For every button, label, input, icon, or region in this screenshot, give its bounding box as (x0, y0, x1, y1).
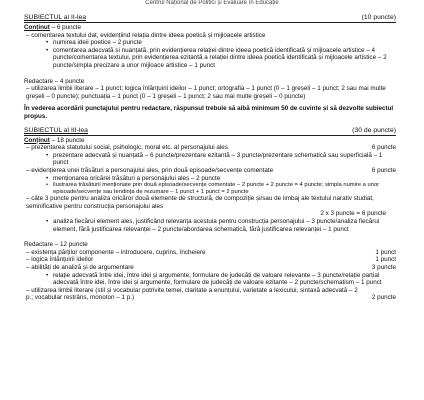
page-header: Centrul Național de Politici și Evaluare în Educație (145, 0, 279, 6)
s3-red-line-4-text: – utilizarea limbii literare (stil și vocabular potrivite temei, claritate a enunțului, varietate a lexicului, sintaxă adecvată – 2 p.; vocabular restrâns, monoton – 1 p.) (26, 286, 358, 302)
s3-bullet-4-text: analiza fiecărui element ales, justificând relevanța acestuia pentru construcția personajului – 3 puncte/analiza fiecărui element, fără justificarea relevanței – 2 puncte/abordarea schematică, fără justificarea relevanței – 1 punct (53, 218, 380, 233)
s2-bullet-1-text: numirea ideii poetice – 2 puncte (53, 39, 142, 47)
s3-red-line-3 (24, 264, 396, 272)
s3-redactare-heading: Redactare – 12 puncte (24, 241, 88, 249)
s3-red-line-1-points: 1 punct (375, 248, 396, 256)
bullet-icon: • (46, 39, 49, 47)
section-3-points: (30 de puncte) (352, 126, 396, 134)
s3-bullet-5 (24, 272, 396, 287)
s2-bullet-2-text: comentarea adecvată și nuanțată, prin evidențierea relației dintre ideea poetică identificată și mijloacele artistice – 4 puncte/comentarea textului, prin evidențierea ezitantă a relației dintre ideea poetică identificată și mijloacele artistice – 2 puncte/simpla precizare a unor mijloace artistice – 1 punct (53, 46, 387, 69)
s3-bullet-1-text: prezentare adecvată și nuanțată – 6 puncte/prezentare ezitantă – 3 puncte/prezentare schematică sau superficială – 1 punct (53, 151, 383, 167)
section-3-heading (24, 126, 396, 136)
s3-red-line-3-points: 3 puncte (371, 264, 396, 272)
section-2-points: (10 puncte) (361, 14, 396, 21)
s3-content-heading (24, 137, 396, 145)
bullet-icon: • (46, 218, 49, 226)
s2-bullet-1 (24, 39, 396, 47)
s3-bullet-3-text: ilustrarea trăsăturii menționate prin două episoade/secvențe comentate – 2 puncte + 2 puncte = 4 puncte; simpla numire a unor episoade/secvențe sau tendința de rezumare – 1 punct + 1 punct = 2 puncte (53, 182, 380, 195)
s2-bullet-2 (24, 47, 396, 70)
s2-redactare-text: – utilizarea limbii literare – 1 punct; logica înlănțuirii ideilor – 1 punct; ortografia – 1 punct (0 – 1 greșeli – 1 punct; 2 sau mai multe greșeli – 0 puncte); punctuația – 1 punct (0 – 1 greșeli – 1 punct; 2 sau mai multe greșeli – 0 puncte) (26, 85, 386, 100)
section-2-title: SUBIECTUL al II-lea (24, 14, 87, 21)
s3-red-line-2-text: – logica înlănțuirii ideilor (26, 256, 94, 264)
bullet-icon: • (46, 271, 49, 279)
section-3-title: SUBIECTUL al III-lea (24, 126, 88, 134)
s3-line-3: – câte 3 puncte pentru analiza oricăror două elemente de structură, de compoziție și/sau de limbaj ale textului narativ studiat, semnificative pentru construcția personajului ales (26, 195, 374, 210)
s2-content-points: – 6 puncte (51, 24, 82, 31)
bullet-icon: • (46, 174, 49, 182)
s3-red-line-2-points: 1 punct (375, 256, 396, 264)
s3-bullet-1 (24, 152, 396, 167)
s3-red-line-4-points: 2 puncte (371, 294, 396, 302)
s3-bullet-2 (24, 175, 396, 183)
s3-line-2 (24, 167, 396, 175)
s3-line-2-points: 6 puncte (371, 166, 396, 174)
s3-bullet-2-text: menționarea oricărei trăsături a personajului ales – 2 puncte (53, 174, 221, 182)
s3-red-line-1 (24, 249, 396, 257)
s3-line-1-points: 6 puncte (371, 144, 396, 152)
s3-content-points: – 18 puncte (51, 136, 85, 144)
bullet-icon: • (46, 182, 49, 189)
s2-note: În vederea acordării punctajului pentru redactare, răspunsul trebuie să aibă minimum 50 de cuvinte și să dezvolte subiectul propus. (24, 105, 394, 120)
s3-bullet-3 (24, 182, 396, 195)
s3-line-1-text: – prezentarea statutului social, psihologic, moral etc. al personajului ales (26, 144, 228, 152)
document-body (24, 13, 396, 302)
s3-line-3-calc: 2 x 3 puncte = 6 puncte (320, 210, 386, 218)
s3-red-line-1-text: – existența părților componente – introducere, cuprins, încheiere (26, 248, 206, 256)
s3-red-line-3-text: – abilități de analiză și de argumentare (26, 264, 134, 272)
bullet-icon: • (46, 46, 49, 54)
s3-content-label: Conținut (24, 136, 50, 144)
s3-bullet-4 (24, 218, 396, 233)
s3-bullet-5-text: relație adecvată între idei, între idei și argumente, formulare de judecăți de valoare relevante – 3 puncte/relație parțial adecvată între idei, între idei și argumente, formulare de judecăți de valoare ezitante – 2 puncte/schematism – 1 punct (53, 271, 382, 287)
s3-red-line-2 (24, 256, 396, 264)
bullet-icon: • (46, 151, 49, 159)
s3-red-line-4 (24, 287, 396, 302)
s2-redactare-heading: Redactare – 4 puncte (24, 77, 85, 85)
s2-line-1: – comentarea textului dat, evidențiind relația dintre ideea poetică și mijloacele artistice (26, 31, 266, 39)
s2-content-heading (24, 24, 396, 32)
section-2-heading (24, 13, 396, 23)
s3-line-2-text: – evidențierea unei trăsături a personajului ales, prin două episoade/secvențe comentate (26, 166, 274, 174)
s2-content-label: Conținut (24, 24, 50, 31)
s3-line-1 (24, 144, 396, 152)
